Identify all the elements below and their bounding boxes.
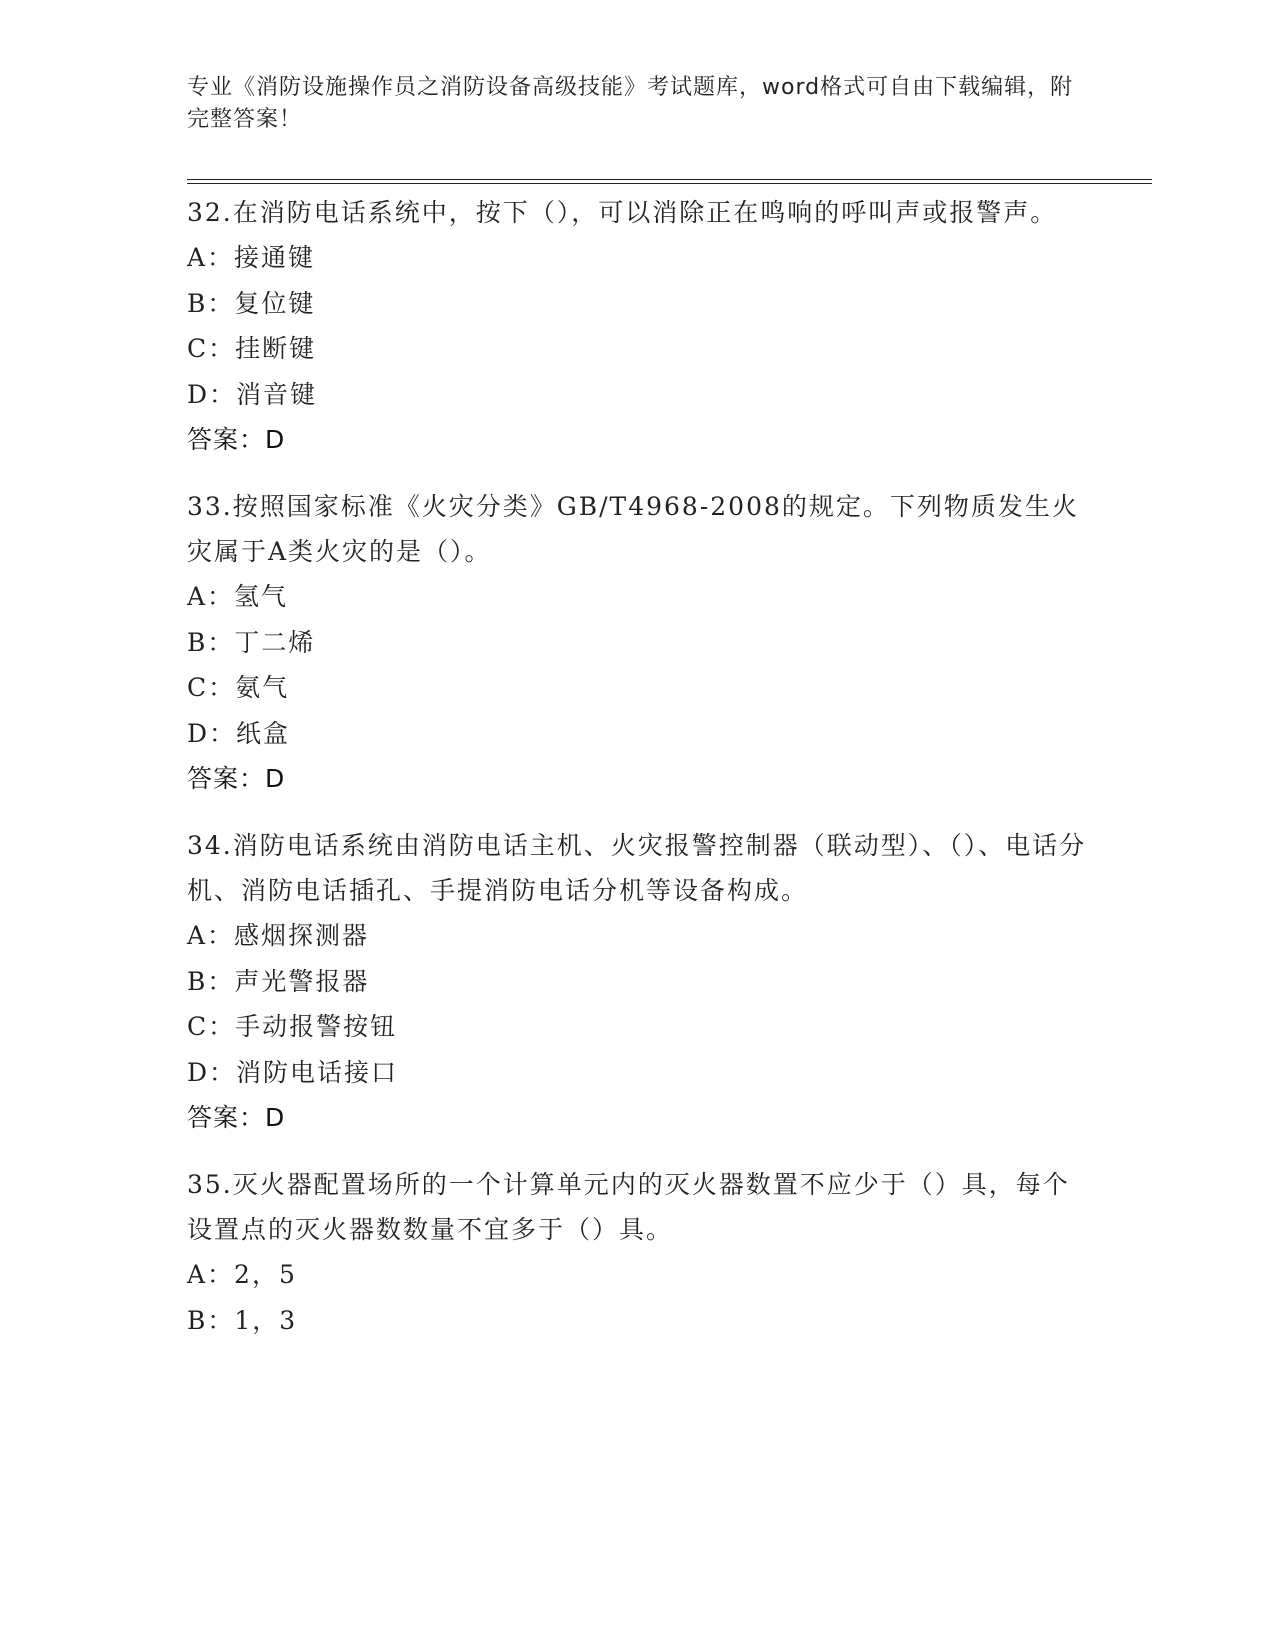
option-d: D：消防电话接口 bbox=[187, 1057, 399, 1087]
option-d: D：纸盒 bbox=[187, 718, 291, 748]
header-rule-bottom bbox=[187, 183, 1152, 184]
question-stem: 32.在消防电话系统中，按下（），可以消除正在鸣响的呼叫声或报警声。 bbox=[187, 198, 1058, 227]
option-b: B：1，3 bbox=[187, 1305, 298, 1335]
option-c: C：挂断键 bbox=[187, 334, 317, 363]
question-33 bbox=[187, 484, 1087, 801]
option-b: B：声光警报器 bbox=[187, 966, 370, 996]
option-c: C：手动报警按钮 bbox=[187, 1012, 398, 1041]
header-rule-top bbox=[187, 179, 1152, 180]
option-d: D：消音键 bbox=[187, 379, 318, 409]
question-stem: 33.按照国家标准《火灾分类》GB/T4968-2008的规定。下列物质发生火灾属于A类火灾的是（）。 bbox=[187, 492, 1079, 566]
document-header: 专业《消防设施操作员之消防设备高级技能》考试题库，word格式可自由下载编辑，附完整答案！ bbox=[187, 75, 1074, 132]
question-32 bbox=[187, 190, 1087, 462]
question-stem: 35.灭火器配置场所的一个计算单元内的灭火器数置不应少于（）具，每个设置点的灭火器数数量不宜多于（）具。 bbox=[187, 1170, 1070, 1244]
answer-line: 答案：D bbox=[187, 425, 286, 454]
option-b: B：丁二烯 bbox=[187, 627, 316, 657]
option-b: B：复位键 bbox=[187, 288, 316, 318]
option-a: A：2，5 bbox=[187, 1260, 297, 1289]
question-35 bbox=[187, 1162, 1087, 1343]
answer-line: 答案：D bbox=[187, 764, 286, 793]
option-a: A：接通键 bbox=[187, 243, 316, 272]
option-c: C：氨气 bbox=[187, 673, 290, 702]
question-stem: 34.消防电话系统由消防电话主机、火灾报警控制器（联动型）、（）、电话分机、消防电话插孔、手提消防电话分机等设备构成。 bbox=[187, 831, 1087, 905]
option-a: A：感烟探测器 bbox=[187, 921, 370, 950]
option-a: A：氢气 bbox=[187, 582, 289, 611]
answer-line: 答案：D bbox=[187, 1103, 286, 1132]
question-list bbox=[187, 190, 1087, 1365]
question-34 bbox=[187, 823, 1087, 1140]
